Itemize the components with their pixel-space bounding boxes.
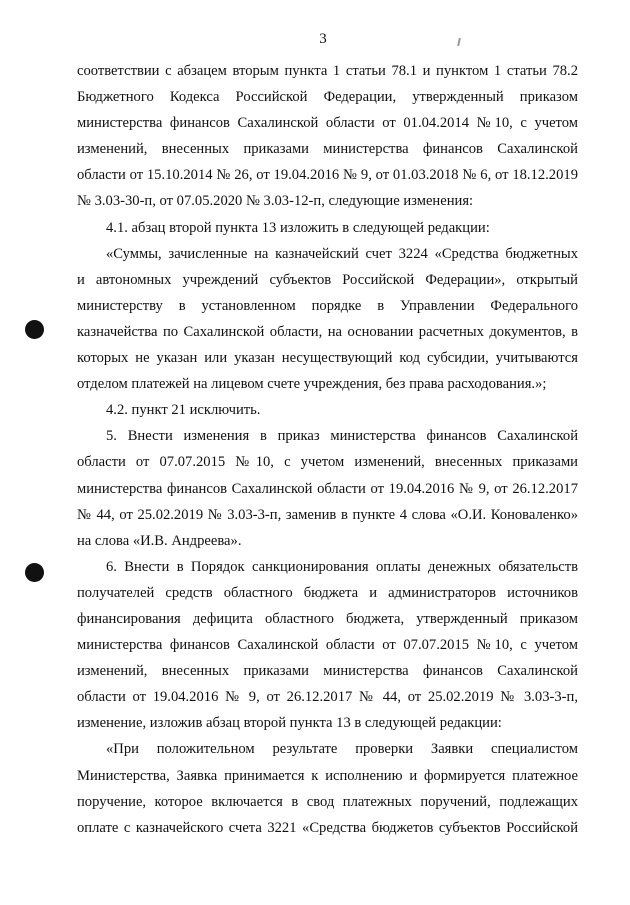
document-body	[77, 58, 578, 841]
paragraph-quote-2	[77, 736, 578, 840]
page-number: 3	[319, 31, 327, 47]
text-line: области от 19.04.2016 № 9, от 26.12.2017 № 44, от 25.02.2019 № 3.03-3-п,	[77, 689, 578, 706]
text-line: казначейства по Сахалинской области, на основании расчетных документов, в	[77, 323, 578, 340]
punch-hole-top	[25, 320, 44, 339]
text-line: 4.2. пункт 21 исключить.	[106, 402, 261, 419]
text-line: области от 07.07.2015 №10, с учетом изменений, внесенных приказами	[77, 454, 578, 471]
text-line: министерства финансов Сахалинской области от 01.04.2014 №10, с учетом	[77, 115, 578, 132]
text-line: области от 15.10.2014 № 26, от 19.04.2016 № 9, от 01.03.2018 № 6, от 18.12.2019	[77, 167, 578, 184]
text-line: № 44, от 25.02.2019 № 3.03-3-п, заменив в пункте 4 слова «О.И. Коноваленко»	[77, 506, 578, 523]
text-line: «Суммы, зачисленные на казначейский счет 3224 «Средства бюджетных	[106, 245, 578, 262]
paragraph-continuation	[77, 58, 578, 215]
text-line: изменений, внесенных приказами министерства финансов Сахалинской	[77, 663, 578, 680]
paragraph-6	[77, 554, 578, 737]
text-line: министерства финансов Сахалинской области от 07.07.2015 №10, с учетом	[77, 637, 578, 654]
paragraph-4-2	[77, 397, 578, 423]
text-line: Бюджетного Кодекса Российской Федерации, утвержденный приказом	[77, 89, 578, 106]
text-line: изменение, изложив абзац второй пункта 13 в следующей редакции:	[77, 715, 502, 732]
text-line: № 3.03-30-п, от 07.05.2020 № 3.03-12-п, следующие изменения:	[77, 193, 474, 210]
text-line: на слова «И.В. Андреева».	[77, 532, 242, 549]
text-line: отделом платежей на лицевом счете учреждения, без права расходования.»;	[77, 376, 547, 393]
text-line: финансирования дефицита областного бюджета, утвержденный приказом	[77, 610, 578, 627]
paragraph-quote-1	[77, 241, 578, 398]
text-line: изменений, внесенных приказами министерства финансов Сахалинской	[77, 141, 578, 158]
text-line: оплате с казначейского счета 3221 «Средства бюджетов субъектов Российской	[77, 819, 578, 836]
text-line: Министерства, Заявка принимается к исполнению и формируется платежное	[77, 767, 578, 784]
text-line: 5. Внести изменения в приказ министерства финансов Сахалинской	[106, 428, 578, 445]
text-line: министерству в установленном порядке в Управлении Федерального	[77, 297, 578, 314]
text-line: соответствии с абзацем вторым пункта 1 статьи 78.1 и пунктом 1 статьи 78.2	[77, 63, 578, 79]
paragraph-5	[77, 423, 578, 553]
text-line: и автономных учреждений субъектов Российской Федерации», открытый	[77, 271, 578, 288]
text-line: которых не указан или указан несуществующий код субсидии, учитываются	[77, 350, 578, 367]
paragraph-4-1	[77, 215, 578, 241]
text-line: поручение, которое включается в свод платежных поручений, подлежащих	[77, 793, 578, 810]
text-line: получателей средств областного бюджета и администраторов источников	[77, 584, 578, 601]
text-line: «При положительном результате проверки Заявки специалистом	[106, 741, 578, 758]
text-line: министерства финансов Сахалинской области от 19.04.2016 № 9, от 26.12.2017	[77, 480, 578, 497]
text-line: 6. Внести в Порядок санкционирования оплаты денежных обязательств	[106, 558, 578, 575]
punch-hole-bottom	[25, 563, 44, 582]
text-line: 4.1. абзац второй пункта 13 изложить в следующей редакции:	[106, 219, 490, 236]
